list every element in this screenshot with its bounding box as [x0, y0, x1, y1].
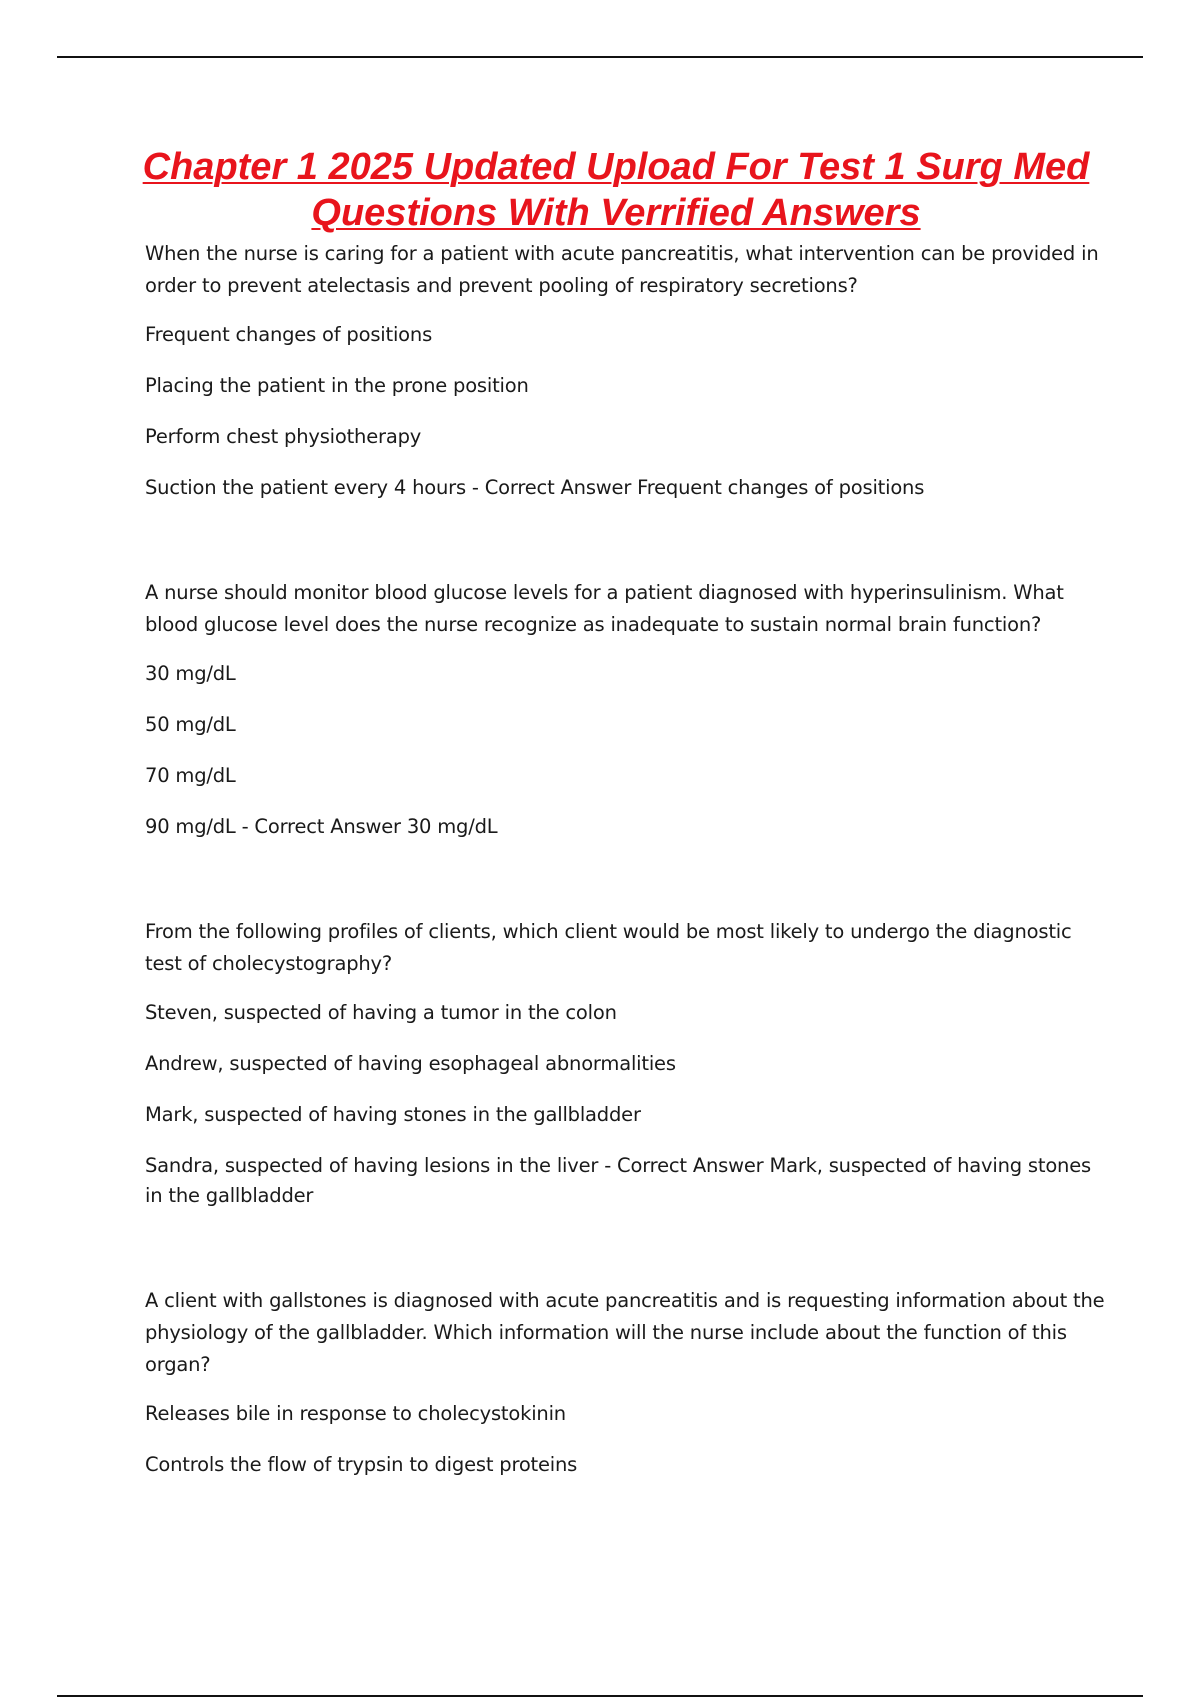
- answer-option: Steven, suspected of having a tumor in the colon: [145, 1001, 617, 1024]
- answer-option: Mark, suspected of having stones in the gallbladder: [145, 1103, 641, 1126]
- answer-option: 30 mg/dL: [145, 662, 236, 685]
- answer-option: Perform chest physiotherapy: [145, 425, 422, 448]
- answer-option: 70 mg/dL: [145, 764, 236, 787]
- question-text: From the following profiles of clients, which client would be most likely to undergo the diagnostic test of cholecystography?: [145, 920, 1072, 975]
- answer-option-with-correct-answer: Suction the patient every 4 hours - Correct Answer Frequent changes of positions: [145, 476, 925, 499]
- answer-option: Placing the patient in the prone position: [145, 374, 529, 397]
- question-block-2: [145, 577, 1105, 842]
- answer-option-with-correct-answer: Sandra, suspected of having lesions in the liver - Correct Answer Mark, suspected of having stones in the gallbladder: [145, 1154, 1091, 1207]
- answer-option: Releases bile in response to cholecystokinin: [145, 1402, 566, 1425]
- answer-option: Andrew, suspected of having esophageal abnormalities: [145, 1052, 676, 1075]
- question-block-1: [145, 238, 1105, 503]
- question-block-4: [145, 1285, 1105, 1480]
- answer-option-with-correct-answer: 90 mg/dL - Correct Answer 30 mg/dL: [145, 815, 498, 838]
- question-text: A nurse should monitor blood glucose levels for a patient diagnosed with hyperinsulinism. What blood glucose level does the nurse recognize as inadequate to sustain normal brain function?: [145, 581, 1064, 636]
- footer-rule: [57, 1695, 1143, 1697]
- answer-option: Controls the flow of trypsin to digest proteins: [145, 1453, 578, 1476]
- question-text: A client with gallstones is diagnosed with acute pancreatitis and is requesting information about the physiology of the gallbladder. Which information will the nurse include about the function of this organ?: [145, 1289, 1105, 1376]
- question-block-3: [145, 916, 1105, 1211]
- answer-option: Frequent changes of positions: [145, 323, 433, 346]
- question-text: When the nurse is caring for a patient with acute pancreatitis, what intervention can be provided in order to prevent atelectasis and prevent pooling of respiratory secretions?: [145, 242, 1099, 297]
- answer-option: 50 mg/dL: [145, 713, 236, 736]
- header-rule: [57, 56, 1143, 58]
- document-title: Chapter 1 2025 Updated Upload For Test 1 Surg Med Questions With Verrified Answers: [142, 146, 1090, 234]
- document-body: [145, 238, 1105, 1554]
